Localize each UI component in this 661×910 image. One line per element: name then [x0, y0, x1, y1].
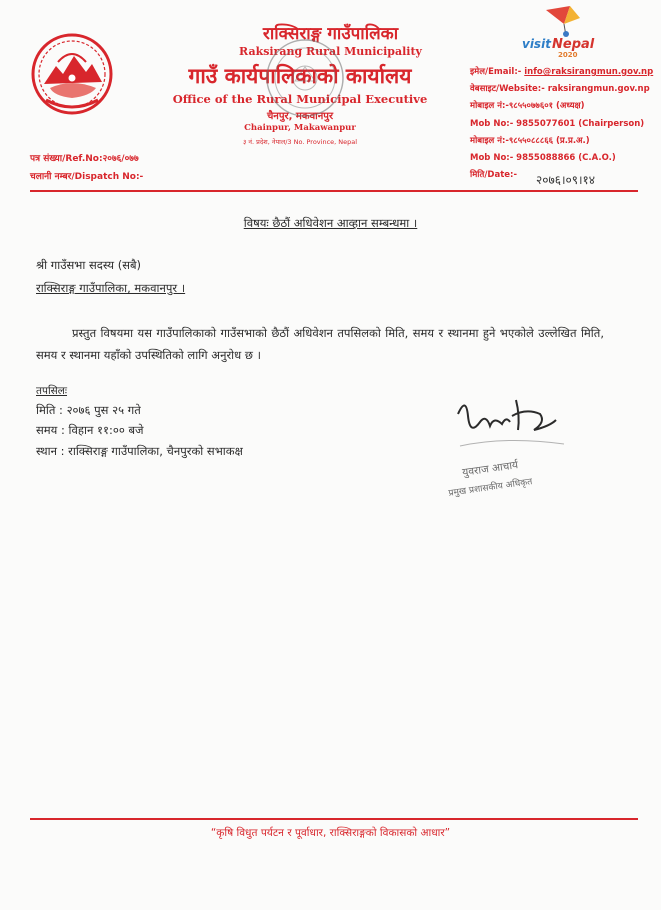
signatory-title: प्रमुख प्रशासकीय अधिकृत	[447, 477, 533, 499]
details-time: समय : विहान ११:०० बजे	[36, 423, 144, 437]
dispatch-number: चलानी नम्बर/Dispatch No:-	[30, 172, 144, 182]
recipient-line-1: श्री गाउँसभा सदस्य (सबै)	[36, 258, 142, 272]
subject-text: विषयः छैठौं अधिवेशन आव्हान सम्बन्धमा ।	[243, 216, 418, 230]
website-line	[470, 81, 653, 98]
email-label: इमेल/Email:-	[470, 67, 522, 77]
office-name-english: Office of the Rural Municipal Executive	[172, 92, 428, 106]
letter-subject	[0, 216, 661, 231]
province-address: ३ नं. प्रदेश, नेपाल/3 No. Province, Nepal	[242, 138, 358, 146]
svg-text:Nepal: Nepal	[552, 37, 595, 52]
footer-divider	[30, 818, 638, 820]
office-stamp-icon	[262, 35, 348, 121]
email-link[interactable]: info@raksirangmun.gov.np	[524, 67, 654, 77]
details-place: स्थान : राक्सिराङ्ग गाउँपालिका, चैनपुरको सभाकक्ष	[36, 444, 243, 458]
contact-block	[470, 64, 653, 184]
ref-number: पत्र संख्या/Ref.No:२०७६/०७७	[30, 154, 139, 164]
signatory-name: युवराज आचार्य	[461, 459, 519, 479]
date-label: मिति/Date:-	[470, 170, 517, 181]
details-label: तपसिलः	[36, 385, 68, 397]
reference-block	[30, 150, 143, 186]
svg-text:visit: visit	[522, 37, 551, 51]
visit-nepal-logo	[518, 6, 618, 58]
footer-slogan: “कृषि विधुत पर्यटन र पूर्वाधार, राक्सिराङ्गको विकासको आधार”	[210, 827, 451, 839]
place-english: Chainpur, Makawanpur	[244, 123, 356, 133]
mobile-cao-nepali: मोबाइल नं:-९८५५०८८८६६ (प्र.प्र.अ.)	[470, 135, 590, 146]
recipient-line-2: राक्सिराङ्ग गाउँपालिका, मकवानपुर ।	[36, 281, 186, 295]
website-label: वेबसाइट/Website:-	[470, 84, 545, 95]
details-date: मिति : २०७६ पुस २५ गते	[36, 403, 141, 417]
municipality-name-nepali: राक्सिराङ्ग गाउँपालिका	[262, 24, 399, 44]
municipality-name-english: Raksirang Rural Municipality	[239, 45, 422, 58]
date-value: २०७६।०९।१४	[536, 173, 596, 187]
header-divider	[30, 190, 638, 192]
email-line	[470, 64, 653, 81]
website-link[interactable]: raksirangmun.gov.np	[547, 84, 650, 95]
letter-body: प्रस्तुत विषयमा यस गाउँपालिकाको गाउँसभाको छैठौं अधिवेशन तपसिलको मिति, समय र स्थानमा हुने भएकोले उल्लेखित मिति, समय र स्थानमा यहाँको उपस्थितिको लागि अनुरोध छ ।	[36, 326, 604, 362]
svg-text:2020: 2020	[558, 51, 578, 58]
office-name-nepali: गाउँ कार्यपालिकाको कार्यालय	[188, 64, 412, 88]
place-nepali: चैनपुर, मकवानपुर	[266, 111, 334, 122]
mobile-chair-nepali: मोबाइल नं:-९८५५०७७६०१ (अध्यक्ष)	[470, 101, 585, 112]
mobile-cao-english: Mob No:- 9855088866 (C.A.O.)	[470, 153, 616, 164]
mobile-chair-english: Mob No:- 9855077601 (Chairperson)	[470, 118, 645, 129]
